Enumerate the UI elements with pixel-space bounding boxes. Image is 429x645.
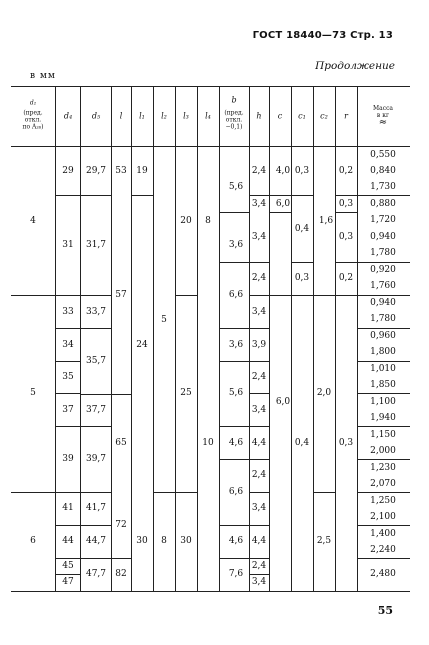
mass-rule <box>357 525 410 526</box>
cell-h: 4,4 <box>251 438 267 448</box>
cell-h: 3,4 <box>251 405 267 415</box>
cell-c1: 0,4 <box>294 224 310 234</box>
cell-h: 2,4 <box>251 166 267 176</box>
col-head-b-note: (пред. откл. −0,1) <box>224 109 244 131</box>
cell-c1: 0,3 <box>294 273 310 283</box>
cell-d4: 35 <box>62 372 74 382</box>
cell-l3: 30 <box>180 536 192 546</box>
cell-h: 3,4 <box>251 503 267 513</box>
cell-mass: 1,720 <box>370 215 396 225</box>
cell-b: 5,6 <box>228 182 244 192</box>
cell-mass: 1,760 <box>370 281 396 291</box>
cell-d4: 44 <box>62 536 74 546</box>
cell-d5: 41,7 <box>85 503 107 513</box>
cell-d4: 39 <box>62 454 74 464</box>
cell-r: 0,2 <box>338 273 354 283</box>
cell-b: 7,6 <box>228 569 244 579</box>
row-rule <box>249 393 269 394</box>
cell-d4: 29 <box>62 166 74 176</box>
row-rule <box>80 394 111 395</box>
cell-h: 3,4 <box>251 577 267 587</box>
cell-d5: 39,7 <box>85 454 107 464</box>
row-rule <box>249 459 269 460</box>
cell-d5: 44,7 <box>85 536 107 546</box>
cell-mass: 1,780 <box>370 248 396 258</box>
row-rule <box>219 361 249 362</box>
page-number: 55 <box>377 604 393 617</box>
cell-h: 4,4 <box>251 536 267 546</box>
mass-rule <box>357 459 410 460</box>
cell-mass: 2,070 <box>370 479 396 489</box>
row-rule <box>111 558 131 559</box>
cell-l: 82 <box>115 569 127 579</box>
col-head-c1: c₁ <box>298 111 306 121</box>
cell-d5: 35,7 <box>85 356 107 366</box>
cell-d2: 6 <box>30 536 36 546</box>
col-head-l4: l₄ <box>205 111 211 121</box>
row-rule <box>249 361 269 362</box>
row-rule <box>153 492 175 493</box>
cell-l: 53 <box>115 166 127 176</box>
col-head-h: h <box>256 111 262 121</box>
mass-rule <box>357 295 410 296</box>
cell-l1: 24 <box>136 340 148 350</box>
col-head-l1: l₁ <box>139 111 145 121</box>
row-rule <box>291 195 313 196</box>
row-rule <box>55 361 80 362</box>
cell-h: 3,4 <box>251 199 267 209</box>
cell-h: 3,4 <box>251 232 267 242</box>
cell-c2: 1,6 <box>318 216 334 226</box>
cell-mass: 1,800 <box>370 347 396 357</box>
row-rule <box>55 328 111 329</box>
cell-c: 6,0 <box>275 199 291 209</box>
cell-mass: 1,940 <box>370 413 396 423</box>
cell-h: 2,4 <box>251 470 267 480</box>
col-rule <box>219 86 220 591</box>
cell-r: 0,3 <box>338 199 354 209</box>
row-rule <box>335 262 357 263</box>
cell-c1: 0,3 <box>294 166 310 176</box>
row-rule <box>55 393 80 394</box>
cell-b: 3,6 <box>228 240 244 250</box>
cell-h: 2,4 <box>251 372 267 382</box>
cell-d4: 31 <box>62 240 74 250</box>
cell-mass: 2,000 <box>370 446 396 456</box>
col-rule <box>55 86 56 591</box>
row-rule <box>111 394 131 395</box>
cell-l3: 25 <box>180 388 192 398</box>
row-rule <box>249 295 269 296</box>
row-rule <box>249 262 269 263</box>
row-rule <box>219 328 249 329</box>
mass-rule <box>357 492 410 493</box>
cell-mass: 0,940 <box>370 298 396 308</box>
row-rule <box>249 328 269 329</box>
row-rule <box>55 558 111 559</box>
col-head-b: b <box>231 95 237 105</box>
cell-l4: 8 <box>205 216 211 226</box>
row-rule <box>291 262 313 263</box>
cell-d4: 33 <box>62 307 74 317</box>
col-rule <box>357 86 358 591</box>
row-rule <box>219 262 249 263</box>
page-header: ГОСТ 18440—73 Стр. 13 <box>252 30 393 41</box>
cell-l: 65 <box>115 438 127 448</box>
mass-rule <box>357 558 410 559</box>
col-rule <box>335 86 336 591</box>
col-rule <box>153 86 154 591</box>
cell-mass: 1,780 <box>370 314 396 324</box>
cell-mass: 0,920 <box>370 265 396 275</box>
cell-l3: 20 <box>180 216 192 226</box>
row-rule <box>313 295 335 296</box>
col-rule <box>249 86 250 591</box>
cell-c1: 0,4 <box>294 438 310 448</box>
col-rule <box>131 86 132 591</box>
row-rule <box>269 212 291 213</box>
row-rule <box>335 295 357 296</box>
col-rule <box>269 86 270 591</box>
mass-rule <box>357 361 410 362</box>
col-head-c2: c₂ <box>320 111 328 121</box>
row-rule <box>131 195 153 196</box>
row-rule <box>55 426 111 427</box>
cell-d4: 37 <box>62 405 74 415</box>
row-rule <box>55 574 80 575</box>
col-head-l3: l₃ <box>183 111 189 121</box>
col-head-c: c <box>277 111 283 121</box>
row-rule <box>249 426 269 427</box>
cell-l2: 5 <box>161 315 167 325</box>
row-rule <box>219 558 249 559</box>
table-top-rule <box>11 86 410 87</box>
row-rule <box>269 195 291 196</box>
col-head-d2: d₂ <box>29 99 37 107</box>
cell-r: 0,3 <box>338 232 354 242</box>
cell-mass: 1,150 <box>370 430 396 440</box>
cell-d5: 33,7 <box>85 307 107 317</box>
cell-mass: 2,240 <box>370 545 396 555</box>
cell-b: 5,6 <box>228 388 244 398</box>
col-head-d2-note: (пред. откл. по A₂₆) <box>22 109 44 131</box>
cell-mass: 0,840 <box>370 166 396 176</box>
cell-l: 57 <box>115 290 127 300</box>
cell-d4: 41 <box>62 503 74 513</box>
cell-h: 2,4 <box>251 561 267 571</box>
row-rule <box>175 492 197 493</box>
col-head-d4: d₄ <box>63 111 73 121</box>
header-bottom-rule <box>11 146 410 147</box>
cell-mass: 0,880 <box>370 199 396 209</box>
cell-mass: 2,480 <box>370 569 396 579</box>
mass-rule <box>357 262 410 263</box>
cell-d4: 34 <box>62 340 74 350</box>
row-rule <box>249 195 269 196</box>
cell-mass: 1,010 <box>370 364 396 374</box>
mass-rule <box>357 426 410 427</box>
cell-d2: 5 <box>30 388 36 398</box>
row-rule <box>335 195 357 196</box>
cell-d5: 31,7 <box>85 240 107 250</box>
cell-c: 6,0 <box>275 397 291 407</box>
cell-l: 72 <box>115 520 127 530</box>
cell-b: 4,6 <box>228 438 244 448</box>
row-rule <box>335 212 357 213</box>
cell-c2: 2,5 <box>316 536 332 546</box>
cell-d5: 37,7 <box>85 405 107 415</box>
row-rule <box>249 574 269 575</box>
cell-l1: 30 <box>136 536 148 546</box>
cell-r: 0,3 <box>338 438 354 448</box>
cell-h: 2,4 <box>251 273 267 283</box>
col-rule <box>80 86 81 591</box>
cell-mass: 1,730 <box>370 182 396 192</box>
row-rule <box>249 492 269 493</box>
cell-b: 6,6 <box>228 290 244 300</box>
cell-mass: 1,400 <box>370 529 396 539</box>
mass-rule <box>357 328 410 329</box>
cell-l4: 10 <box>202 438 214 448</box>
row-rule <box>175 295 197 296</box>
row-rule <box>249 525 269 526</box>
col-rule <box>291 86 292 591</box>
row-rule <box>219 212 249 213</box>
cell-d5: 29,7 <box>85 166 107 176</box>
cell-mass: 1,100 <box>370 397 396 407</box>
cell-mass: 0,960 <box>370 331 396 341</box>
col-rule <box>111 86 112 591</box>
cell-l2: 8 <box>161 536 167 546</box>
cell-c2: 2,0 <box>316 388 332 398</box>
cell-c: 4,0 <box>275 166 291 176</box>
table-bottom-rule <box>11 591 410 592</box>
col-rule <box>313 86 314 591</box>
mass-rule <box>357 393 410 394</box>
row-rule <box>55 525 111 526</box>
cell-d4: 45 <box>62 561 74 571</box>
col-head-d5: d₅ <box>91 111 101 121</box>
cell-d5: 47,7 <box>85 569 107 579</box>
col-head-mass: Масса в кг ≈ <box>372 105 394 128</box>
col-rule <box>197 86 198 591</box>
continuation-label: Продолжение <box>315 60 395 72</box>
cell-h: 3,4 <box>251 307 267 317</box>
row-rule <box>219 426 249 427</box>
cell-mass: 1,250 <box>370 496 396 506</box>
cell-mass: 0,550 <box>370 150 396 160</box>
row-rule <box>219 459 249 460</box>
cell-mass: 0,940 <box>370 232 396 242</box>
cell-l1: 19 <box>136 166 148 176</box>
cell-b: 4,6 <box>228 536 244 546</box>
cell-d4: 47 <box>62 577 74 587</box>
cell-mass: 1,230 <box>370 463 396 473</box>
units-label: в мм <box>30 71 56 81</box>
row-rule <box>219 525 249 526</box>
row-rule <box>313 492 335 493</box>
mass-rule <box>357 195 410 196</box>
cell-d2: 4 <box>30 216 36 226</box>
cell-mass: 1,850 <box>370 380 396 390</box>
cell-b: 6,6 <box>228 487 244 497</box>
cell-h: 3,9 <box>251 340 267 350</box>
col-head-r: r <box>344 111 348 121</box>
row-rule <box>55 195 111 196</box>
col-rule <box>175 86 176 591</box>
col-head-l: l <box>119 111 123 121</box>
row-rule <box>249 558 269 559</box>
group-rule <box>11 492 111 493</box>
group-rule <box>11 295 111 296</box>
cell-b: 3,6 <box>228 340 244 350</box>
cell-r: 0,2 <box>338 166 354 176</box>
row-rule <box>269 295 313 296</box>
cell-mass: 2,100 <box>370 512 396 522</box>
col-head-l2: l₂ <box>161 111 167 121</box>
